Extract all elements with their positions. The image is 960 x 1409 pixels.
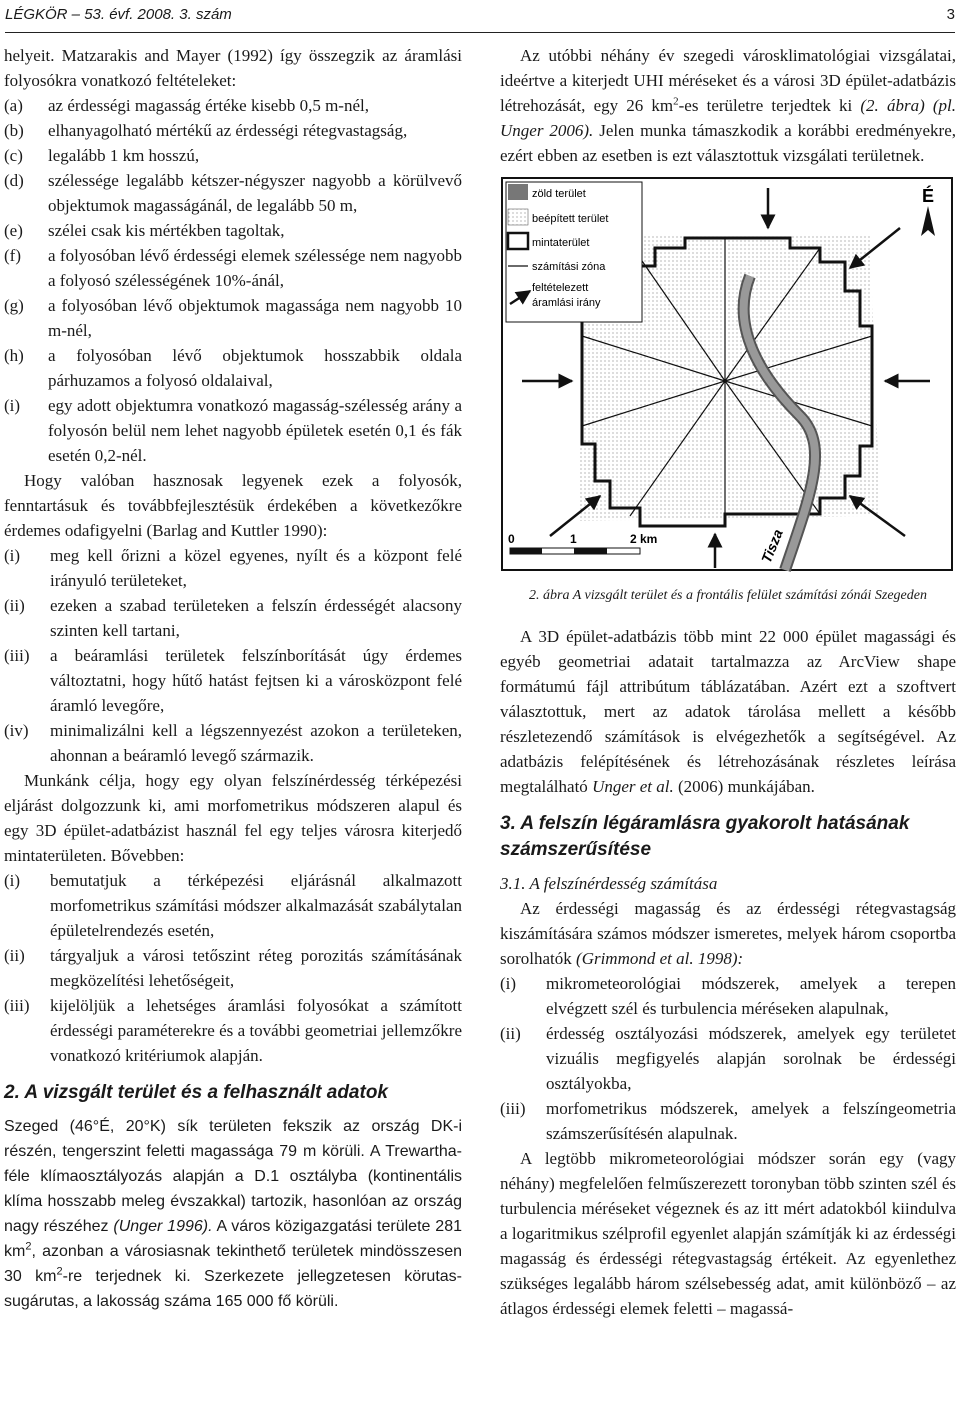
superscript: 2 (673, 95, 679, 108)
methods-list (500, 971, 956, 1146)
subsection-heading: 3.1. A felszínérdesség számítása (500, 874, 718, 893)
legend-label: áramlási irány (532, 297, 601, 309)
list-item (500, 971, 956, 1021)
list-item (4, 218, 462, 243)
text-span: A 3D épület-adatbázis több mint 22 000 épület magassági és egyéb geometriai adatait tartalmazza az ArcView shape formátumú fájl attribútum táblázatában. Azért ezt a szoftvert választottuk, mert az adatok tárolása mellett a később részletezendő számítások is elvégezhetők a segítségével. Az adatbázis felépítésének és létrehozásának részletes leírása megtalálható (500, 627, 956, 796)
list-item (4, 593, 462, 643)
list-item-text: minimalizálni kell a légszennyezést azokon a területeken, ahonnan a beáramló levegő származik. (50, 721, 462, 765)
list-item-text: egy adott objektumra vonatkozó magasság-szélesség arány a folyosón belül nem lehet nagyobb épületek esetén 0,1 és fák esetén 0,2-nél. (48, 396, 462, 465)
paragraph: Hogy valóban hasznosak legyenek ezek a folyosók, fenntartásuk és továbbfejlesztésük érdekében a következőkre érdemes odafigyelni (Barlag and Kuttler 1990): (4, 471, 462, 540)
list-item-text: legalább 1 km hosszú, (48, 146, 200, 165)
legend-label: feltételezett (532, 282, 589, 294)
list-item-label: (i) (4, 871, 21, 890)
list-item-text: a folyosóban lévő objektumok magassága nem nagyobb 10 m-nél, (48, 296, 462, 340)
paragraph (500, 896, 956, 971)
superscript: 2 (25, 1240, 32, 1253)
text-span: Szeged (46°É, 20°K) sík területen fekszik az ország DK-i részén, tengerszint feletti magassága 79 m körüli. A Trewartha-féle klímaosztályozás alapján a D.1 osztályba (kontinentális klíma hosszabb meleg évszakkal) tartozik, hasonlóan az ország nagy részéhez (4, 1118, 462, 1235)
recommendation-list (4, 543, 462, 768)
aims-list (4, 868, 462, 1068)
list-item-text: szélei csak kis mértékben tagoltak, (48, 221, 285, 240)
list-item-text: bemutatjuk a térképezési eljárásnál alkalmazott morfometrikus számítási módszer alkalmazását szabálytalan épületelrendezés esetén, (50, 871, 462, 940)
list-item (4, 118, 462, 143)
text-span: Az utóbbi néhány év szegedi városklimatológiai vizsgálatai, ideértve a kiterjedt UHI méréseket és a városi 3D épület-adatbázis létrehozását, egy 26 km (500, 46, 956, 115)
text-span: A város közigazgatási területe 281 km (4, 1218, 462, 1260)
scale-label: 2 km (630, 532, 658, 546)
scale-label: 0 (508, 532, 515, 546)
scale-label: 1 (570, 532, 577, 546)
list-item-label: (a) (4, 96, 23, 115)
header-rule (5, 32, 955, 33)
running-header (5, 6, 955, 30)
list-item-label: (g) (4, 296, 24, 315)
list-item-text: morfometrikus módszerek, amelyek a felszíngeometria számszerűsítésén alapulnak. (546, 1099, 956, 1143)
list-item (4, 868, 462, 943)
citation: (2. ábra) (pl. Unger 2006). (500, 96, 957, 140)
list-item (500, 1096, 956, 1146)
list-item-label: (ii) (4, 946, 25, 965)
list-item-text: szélessége legalább kétszer-négyszer nagyobb a körülvevő objektumok magasságánál, de legalább 50 m, (48, 171, 462, 215)
list-item-text: a beáramlási területek felszínborítását úgy érdemes változtatni, hogy hűtő hatást fejtsen ki a városközpont felé áramló levegőre, (50, 646, 462, 715)
list-item-text: a folyosóban lévő érdességi elemek szélessége nem nagyobb a folyosó szélességének 10%-ánál, (48, 246, 462, 290)
list-item (4, 293, 462, 343)
text-span: -re terjednek ki. Szerkezete jellegzetesen körutas-sugárutas, a lakosság száma 165 000 fő körüli. (4, 1268, 462, 1310)
list-item (4, 168, 462, 218)
list-item (4, 343, 462, 393)
list-item (4, 943, 462, 993)
citation: Unger et al. (592, 777, 674, 796)
paragraph (4, 1114, 462, 1314)
list-item-label: (c) (4, 146, 23, 165)
list-item-label: (e) (4, 221, 23, 240)
paragraph: helyeit. Matzarakis and Mayer (1992) így összegzik az áramlási folyosókra vonatkozó feltételeket: (4, 46, 462, 90)
list-item-label: (ii) (4, 596, 25, 615)
list-item-text: meg kell őrizni a közel egyenes, nyílt és a központ felé irányuló területeket, (50, 546, 462, 590)
map-figure (500, 176, 954, 572)
section-heading-3: 3. A felszín légáramlásra gyakorolt hatásának számszerűsítése (500, 813, 910, 860)
list-item-label: (iii) (4, 996, 30, 1015)
text-span: -es területre terjedtek ki (678, 96, 853, 115)
list-item (4, 643, 462, 718)
list-item (4, 243, 462, 293)
river-label: Tisza (757, 526, 786, 566)
right-column (500, 43, 956, 1321)
list-item-label: (h) (4, 346, 24, 365)
list-item-label: (d) (4, 171, 24, 190)
text-span: , azonban a városiasnak tekinthető területek mindösszesen 30 km (4, 1243, 462, 1285)
journal-issue: LÉGKÖR – 53. évf. 2008. 3. szám (5, 6, 232, 23)
list-item (4, 993, 462, 1068)
list-item-label: (iii) (500, 1099, 526, 1118)
list-item (4, 718, 462, 768)
list-item (4, 93, 462, 118)
list-item-label: (ii) (500, 1024, 521, 1043)
list-item-text: tárgyaljuk a városi tetőszint réteg porozitás számításának megközelítési lehetőségeit, (50, 946, 462, 990)
list-item (4, 543, 462, 593)
list-item-label: (iii) (4, 646, 30, 665)
study-area-map (500, 176, 954, 572)
citation: (Unger 1996). (113, 1218, 213, 1235)
list-item-label: (i) (4, 546, 21, 565)
list-item-label: (i) (4, 396, 21, 415)
list-item (500, 1021, 956, 1096)
text-span: Jelen munka támaszkodik a korábbi eredményekre, ezért ebben az esetben is ezt választottuk vizsgálati területnek. (500, 121, 956, 165)
list-item-text: a folyosóban lévő objektumok hosszabbik oldala párhuzamos a folyosó oldalaival, (48, 346, 462, 390)
citation: (Grimmond et al. 1998): (576, 949, 744, 968)
list-item-label: (f) (4, 246, 21, 265)
list-item (4, 143, 462, 168)
list-item-text: az érdességi magasság értéke kisebb 0,5 m-nél, (48, 96, 369, 115)
legend-label: mintaterület (532, 237, 590, 249)
map-legend (506, 182, 642, 322)
section-heading-2: 2. A vizsgált terület és a felhasznált adatok (4, 1082, 388, 1103)
legend-label: számítási zóna (532, 261, 606, 273)
list-item-text: érdesség osztályozási módszerek, amelyek egy területet vizuális megfigyelés alapján sorolnak be érdességi osztályokba, (546, 1024, 956, 1093)
list-item-label: (iv) (4, 721, 29, 740)
list-item (4, 393, 462, 468)
list-item-text: kijelöljük a lehetséges áramlási folyosókat a számított érdességi paraméterekre és a további geometriai jellemzőkre vonatkozó kritériumok alapján. (50, 996, 462, 1065)
legend-label: zöld terület (532, 188, 586, 200)
list-item-label: (i) (500, 974, 517, 993)
paragraph: A legtöbb mikrometeorológiai módszer során egy (vagy néhány) megfelelően felműszerezett toronyban több szinten szél és turbulencia méréseket végeznek és az itt mért adatokból kiindulva a logaritmikus szélprofil egyenlet alapján számítják ki az érdességi magasság és érdességi rétegvastagság értékeit. Az egyenlethez szükséges legalább három szélsebesség adat, amit különböző – az átlagos érdességi elemek feletti – magassá- (500, 1149, 956, 1318)
superscript: 2 (56, 1265, 63, 1278)
text-span: Az érdességi magasság és az érdességi rétegvastagság kiszámítására számos módszer ismeretes, melyek három csoportba sorolhatók (500, 899, 956, 968)
left-column (4, 43, 462, 1314)
list-item-text: elhanyagolható mértékű az érdességi rétegvastagság, (48, 121, 408, 140)
text-span: (2006) munkájában. (678, 777, 815, 796)
paragraph: Munkánk célja, hogy egy olyan felszínérdesség térképezési eljárást dolgozzunk ki, ami morfometrikus módszeren alapul és egy 3D épület-adatbázist használ fel egy teljes városra kiterjedő mintaterületen. Bővebben: (4, 771, 462, 865)
list-item-label: (b) (4, 121, 24, 140)
legend-label: beépített terület (532, 213, 609, 225)
paragraph (500, 624, 956, 799)
paragraph (500, 43, 956, 168)
list-item-text: mikrometeorológiai módszerek, amelyek a terepen elvégzett szél és turbulencia méréseken alapulnak, (546, 974, 956, 1018)
figure-caption: 2. ábra A vizsgált terület és a frontális felület számítási zónái Szegeden (529, 588, 927, 603)
north-label: É (921, 186, 935, 206)
page-number: 3 (946, 6, 955, 23)
list-item-text: ezeken a szabad területeken a felszín érdességét alacsony szinten kell tartani, (50, 596, 462, 640)
criteria-list (4, 93, 462, 468)
